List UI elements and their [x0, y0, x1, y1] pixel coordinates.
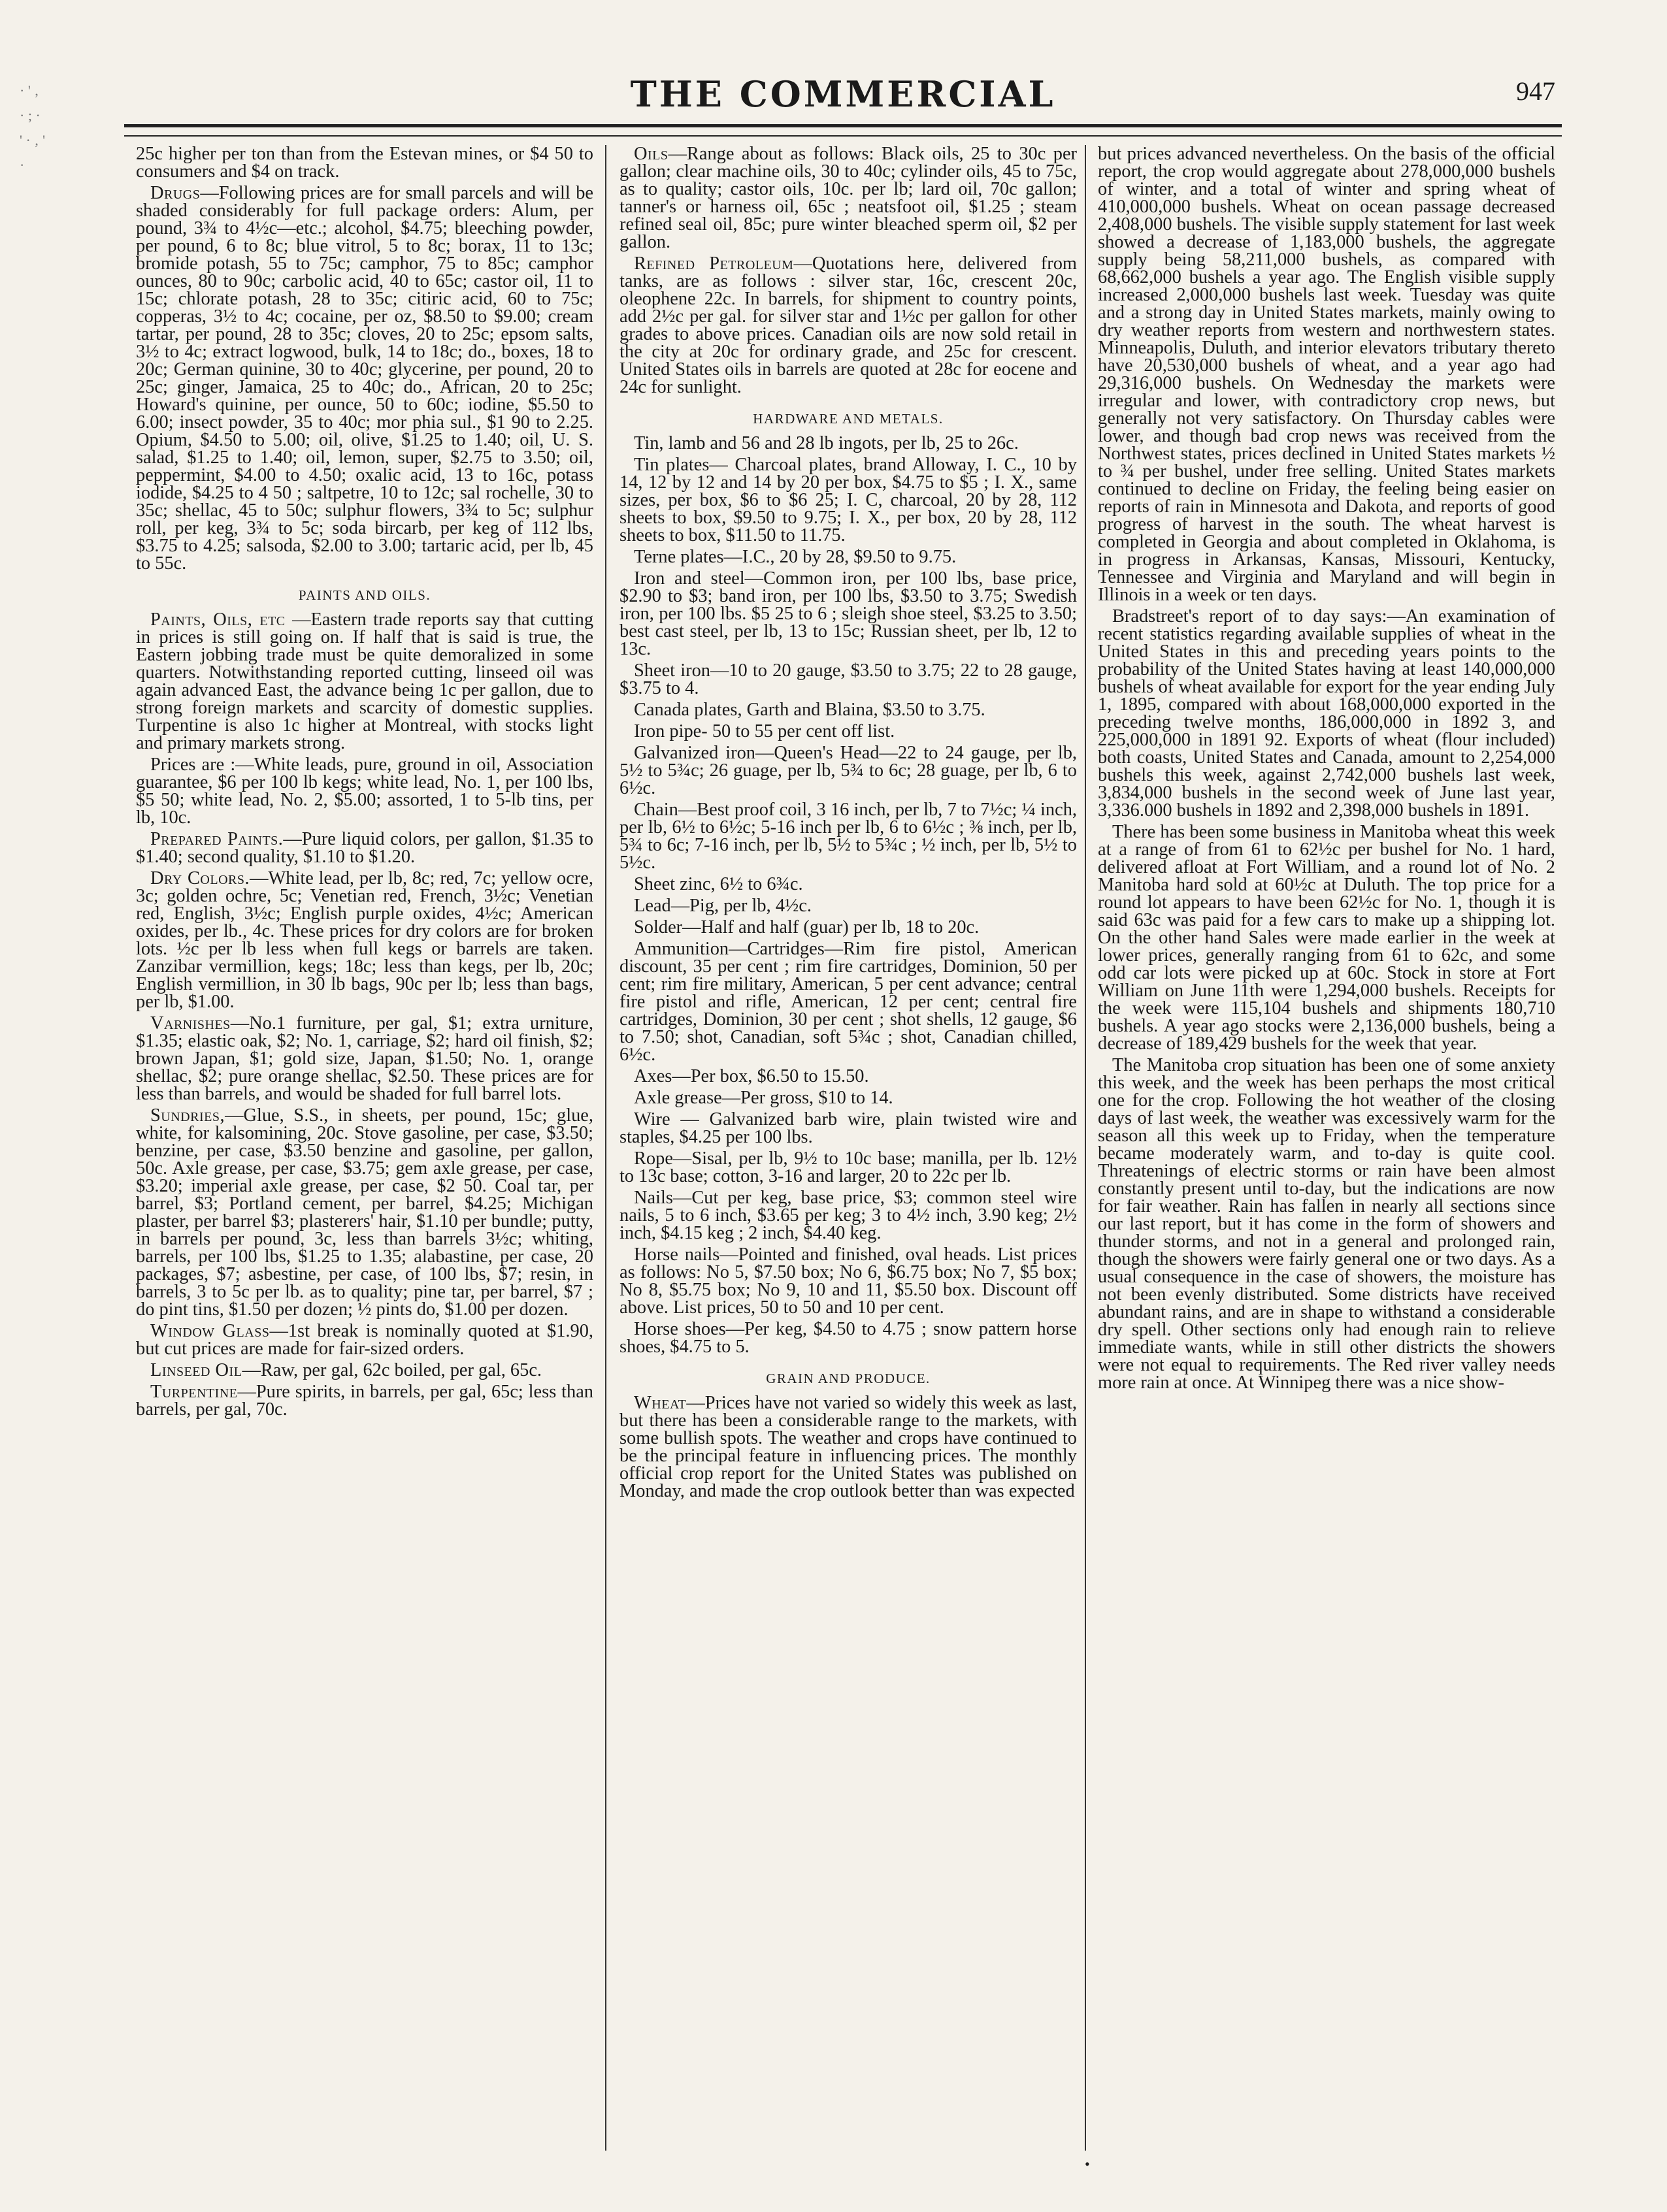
paragraph: Iron and steel—Common iron, per 100 lbs, base price, $2.90 to $3; band iron, per 100 lbs, $3.50 to 3.75; Swedish iron, per 100 lbs. $5 25 to 6 ; sleigh shoe steel, $3.25 to 3.50; best cast steel, per lb, 13 to 15c; Russian sheet, per lb, 12 to 13c.	[619, 568, 1077, 659]
page-title: THE COMMERCIAL	[630, 73, 1056, 115]
section-heading-grain: GRAIN AND PRODUCE.	[766, 1371, 931, 1386]
scan-margin-marks: · ' ‚ · ; · ' · ‚ ' ·	[20, 82, 46, 173]
paragraph: Lead—Pig, per lb, 4½c.	[634, 896, 812, 916]
paragraph: Wire — Galvanized barb wire, plain twisted wire and staples, $4.25 per 100 lbs.	[619, 1109, 1077, 1147]
column-1	[136, 145, 593, 2151]
paragraph-sundries	[136, 1107, 593, 1318]
scan-speck: •	[1085, 2156, 1090, 2172]
paragraph-dry-colors	[136, 870, 593, 1011]
paragraph-text: —Glue, S.S., in sheets, per pound, 15c; glue, white, for kalsomining, 20c. Stove gasoline, per case, $3.50; benzine, per case, $3.50 benzine and gasoline, per gallon, 50c. Axle grease, per case, $3.75; gem axle grease, per case, $3.20; imperial axle grease, per case, $2 50. Coal tar, per barrel, $3; Portland cement, per barrel, $4.25; Michigan plaster, per barrel $3; plasterers' hair, $1.10 per bundle; putty, in barrels per pound, 3c, less than barrels 3½c; whiting, barrels, per 100 lbs, $1.25 to 1.35; alabastine, per case, 20 packages, $7; asbestine, per case, of 100 lbs, $7; resin, in barrels, 3 to 5c per lb. as to quality; pine tar, per barrel, $7 ; do pint tins, $1.50 per dozen; ½ pints do, $1.00 per dozen.	[136, 1105, 593, 1320]
paragraph-text: —1st break is nominally quoted at $1.90, but cut prices are made for fair-sized orders.	[136, 1321, 593, 1359]
paragraph-turpentine	[136, 1383, 593, 1418]
section-lead: Oils	[634, 145, 668, 164]
section-lead: Varnishes	[150, 1013, 231, 1033]
section-heading-hardware: HARDWARE AND METALS.	[753, 411, 944, 427]
paragraph: Tin, lamb and 56 and 28 lb ingots, per lb, 25 to 26c.	[634, 433, 1019, 453]
paragraph-text: —Pure liquid colors, per gallon, $1.35 to $1.40; second quality, $1.10 to $1.20.	[136, 829, 593, 867]
paragraph: Iron pipe- 50 to 55 per cent off list.	[634, 721, 895, 741]
column-divider	[1085, 145, 1086, 2151]
paragraph: Axle grease—Per gross, $10 to 14.	[634, 1088, 893, 1108]
paragraph-drugs	[136, 184, 593, 572]
section-lead: Refined Petroleum	[634, 253, 794, 274]
paragraph-oils	[619, 145, 1077, 251]
paragraph-text: —White lead, per lb, 8c; red, 7c; yellow ocre, 3c; golden ochre, 5c; Venetian red, French, 3½c; Venetian red, English, 3½c; English purple oxides, 4½c; American oxides, per lb., 4c. These prices for dry colors are for broken lots. ½c per lb less when full kegs or barrels are taken. Zanzibar vermillion, kegs; 18c; less than kegs, per lb, 20c; English vermillion, in 30 lb bags, 90c per lb; less than bags, per lb, $1.00.	[136, 868, 593, 1012]
column-3	[1098, 145, 1555, 2151]
section-lead: Drugs	[150, 183, 201, 203]
paragraph-linseed-oil	[136, 1361, 593, 1379]
paragraph: Sheet zinc, 6½ to 6¾c.	[634, 874, 803, 894]
paragraph: The Manitoba crop situation has been one of some anxiety this week, and the week has been perhaps the most critical one for the crop. Following the hot weather of the closing days of last week, the weather was excessively warm for the season all this week up to Friday, when the temperature became moderately warm, and to-day is quite cool. Threatenings of electric storms or rain have been almost constantly present until to-day, but the indications are now for fair weather. Rain has fallen in nearly all sections since our last report, but it has come in the form of showers and thunder storms, and not in a general and prolonged rain, though the showers were fairly general one or two days. As a usual consequence in the case of showers, the moisture has not been evenly distributed. Some districts have received abundant rains, and are in shape to withstand a considerable dry spell. Other sections only had enough rain to relieve immediate wants, while in still other districts the showers were not equal to requirements. The Red river valley needs more rain at once. At Winnipeg there was a nice show-	[1098, 1055, 1555, 1393]
page-number: 947	[1516, 76, 1555, 106]
paragraph: Solder—Half and half (guar) per lb, 18 to 20c.	[634, 917, 980, 937]
paragraph: Nails—Cut per keg, base price, $3; common steel wire nails, 5 to 6 inch, $3.65 per keg; 3 to 4½ inch, 3.90 keg; 2½ inch, $4.15 keg ; 2 inch, $4.40 keg.	[619, 1188, 1077, 1243]
section-lead: Sundries,	[150, 1105, 225, 1126]
paragraph: Canada plates, Garth and Blaina, $3.50 to 3.75.	[634, 700, 985, 720]
paragraph: Galvanized iron—Queen's Head—22 to 24 gauge, per lb, 5½ to 5¾c; 26 guage, per lb, 5¾ to 6c; 28 guage, per lb, 6 to 6½c.	[619, 743, 1077, 798]
paragraph-text: —Quotations here, delivered from tanks, are as follows : silver star, 16c, crescent 20c, oleophene 22c. In barrels, for shipment to country points, add 2½c per gal. for silver star and 1½c per gallon for other grades to above prices. Canadian oils are now sold retail in the city at 20c for ordinary grade, and 25c for crescent. United States oils in barrels are quoted at 28c for eocene and 24c for sunlight.	[619, 253, 1077, 397]
paragraph-prepared-paints	[136, 830, 593, 866]
paragraph-window-glass	[136, 1322, 593, 1358]
paragraph: 25c higher per ton than from the Estevan mines, or $4 50 to consumers and $4 on track.	[136, 145, 593, 182]
column-2	[619, 145, 1077, 2151]
paragraph: but prices advanced nevertheless. On the basis of the official report, the crop would aggregate about 278,000,000 bushels of winter, and a total of winter and spring wheat of 410,000,000 bushels. Wheat on ocean passage decreased 2,408,000 bushels. The visible supply statement for last week showed a decrease of 1,183,000 bushels, the aggregate supply being 58,211,000 bushels, as compared with 68,662,000 bushels a year ago. The English visible supply increased 2,000,000 bushels last week. Tuesday was quite and a strong day in United States markets, mainly owing to dry weather reports from western and northwestern states. Minneapolis, Duluth, and interior elevators tributary thereto have 20,530,000 bushels of wheat, and a year ago had 29,316,000 bushels. On Wednesday the markets were irregular and lower, with contradictory crop news, but generally not very satisfactory. On Thursday cables were lower, and though bad crop news was received from the Northwest states, prices declined in United States markets ½ to ¾ per bushel, under free selling. United States markets continued to decline on Friday, the feeling being easier on reports of rain in Minnesota and Dakota, and reports of good progress of harvest in the south. The wheat harvest is completed in Georgia and about completed in Oklahoma, is in progress in Arkansas, Kansas, Missouri, Kentucky, Tennessee and Virginia and Maryland and will begin in Illinois in a week or ten days.	[1098, 145, 1555, 605]
section-lead: Turpentine	[150, 1382, 238, 1402]
paragraph: Horse nails—Pointed and finished, oval heads. List prices as follows: No 5, $7.50 box; No 6, $6.75 box; No 7, $5 box; No 8, $5.75 box; No 9, 10 and 11, $5.50 box. Discount off above. List prices, 50 to 50 and 10 per cent.	[619, 1244, 1077, 1318]
paragraph: Tin plates— Charcoal plates, brand Alloway, I. C., 10 by 14, 12 by 12 and 14 by 20 per box, $4.75 to $5 ; I. X., same sizes, per box, $6 to $6 25; I. C, charcoal, 20 by 28, 112 sheets to box, $9.50 to 9.75; I. X., per box, 20 by 28, 112 sheets to box, $11.50 to 11.75.	[619, 455, 1077, 545]
paragraph-paints	[136, 611, 593, 752]
section-lead: Linseed Oil	[150, 1360, 242, 1380]
paragraph: Terne plates—I.C., 20 by 28, $9.50 to 9.75.	[634, 547, 957, 567]
paragraph-wheat	[619, 1394, 1077, 1500]
paragraph: Bradstreet's report of to day says:—An examination of recent statistics regarding available supplies of wheat in the United States in this and preceding years points to the probability of the United States having at least 140,000,000 bushels of wheat available for export for the year ending July 1, 1895, compared with about 168,000,000 exported in the preceding twelve months, 186,000,000 in 1892 3, and 225,000,000 in 1891 92. Exports of wheat (flour included) both coasts, United States and Canada, amount to 2,254,000 bushels this week, against 2,742,000 bushels last week, 3,834,000 bushels in the second week of June last year, 3,336.000 bushels in 1892 and 2,398,000 bushels in 1891.	[1098, 606, 1555, 821]
paragraph: Horse shoes—Per keg, $4.50 to 4.75 ; snow pattern horse shoes, $4.75 to 5.	[619, 1319, 1077, 1357]
paragraph-text: —No.1 furniture, per gal, $1; extra urniture, $1.35; elastic oak, $2; No. 1, carriage, $2; hard oil finish, $2; brown Japan, $1; gold size, Japan, $1.50; No. 1, orange shellac, $2; pure orange shellac, $2.50. These prices are for less than barrels, and would be shaded for full barrel lots.	[136, 1013, 593, 1104]
paragraph: Sheet iron—10 to 20 gauge, $3.50 to 3.75; 22 to 28 gauge, $3.75 to 4.	[619, 660, 1077, 698]
paragraph: Ammunition—Cartridges—Rim fire pistol, American discount, 35 per cent ; rim fire cartridges, Dominion, 50 per cent; rim fire military, American, 5 per cent advance; central fire pistol and rifle, American, 12 per cent; central fire cartridges, Dominion, 30 per cent ; shot shells, 12 gauge, $6 to 7.50; shot, Canadian, soft 5¾c ; shot, Canadian chilled, 6½c.	[619, 939, 1077, 1065]
paragraph-text: —Raw, per gal, 62c boiled, per gal, 65c.	[242, 1360, 542, 1380]
paragraph: There has been some business in Manitoba wheat this week at a range of from 61 to 62½c per bushel for No. 1 hard, delivered afloat at Fort William, and a round lot of No. 2 Manitoba hard sold at 60½c at Duluth. The top price for a round lot appears to have been 62½c for No. 1, though it is said 63c was paid for a few cars to make up a shipping lot. On the other hand Sales were made earlier in the week at lower prices, generally ranging from 61 to 62c, and some odd car lots were picked up at 60c. Stock in store at Fort William on June 11th were 1,294,000 bushels. Receipts for the week were 115,104 bushels and shipments 180,710 bushels. A year ago stocks were 2,136,000 bushels, being a decrease of 189,429 bushels for the week that year.	[1098, 822, 1555, 1054]
section-lead: Wheat	[634, 1393, 687, 1413]
header-rule	[124, 124, 1562, 137]
paragraph: Prices are :—White leads, pure, ground in oil, Association guarantee, $6 per 100 lb kegs; white lead, No. 1, per 100 lbs, $5 50; white lead, No. 2, $5.00; assorted, 1 to 5-lb tins, per lb, 10c.	[136, 755, 593, 828]
masthead	[124, 73, 1562, 119]
paragraph-varnishes	[136, 1015, 593, 1103]
paragraph: Rope—Sisal, per lb, 9½ to 10c base; manilla, per lb. 12½ to 13c base; cotton, 3-16 and larger, 20 to 22c per lb.	[619, 1148, 1077, 1186]
paragraph-text: —Range about as follows: Black oils, 25 to 30c per gallon; clear machine oils, 30 to 40c; cylinder oils, 45 to 75c, as to quality; castor oils, 10c. per lb; lard oil, 70c gallon; tanner's or harness oil, 65c ; neatsfoot oil, $1.25 ; steam refined seal oil, 85c; pure winter bleached sperm oil, $2 per gallon.	[619, 145, 1077, 252]
paragraph-text: —Pure spirits, in barrels, per gal, 65c; less than barrels, per gal, 70c.	[136, 1382, 593, 1420]
paragraph-text: —Prices have not varied so widely this week as last, but there has been a considerable range to the markets, with some bullish spots. The weather and crops have continued to be the principal feature in influencing prices. The monthly official crop report for the United States was published on Monday, and made the crop outlook better than was expected	[619, 1393, 1077, 1501]
section-heading-paints: PAINTS AND OILS.	[298, 587, 431, 603]
section-lead: Prepared Paints.	[150, 829, 284, 849]
section-lead: Dry Colors.	[150, 868, 250, 888]
paragraph: Chain—Best proof coil, 3 16 inch, per lb, 7 to 7½c; ¼ inch, per lb, 6½ to 6½c; 5-16 inch per lb, 6 to 6½c ; ⅜ inch, per lb, 5¾ to 6c; 7-16 inch, per lb, 5½ to 5¾c ; ½ inch, per lb, 5½ to 5½c.	[619, 800, 1077, 873]
section-lead: Window Glass	[150, 1321, 270, 1341]
column-divider	[605, 145, 606, 2151]
paragraph-text: —Following prices are for small parcels and will be shaded considerably for full package orders: Alum, per pound, 3¾ to 4½c—etc.; alcohol, $4.75; bleeching powder, per pound, 6 to 8c; blue vitrol, 5 to 8c; borax, 11 to 13c; bromide potash, 55 to 75c; camphor, 75 to 85c; camphor ounces, 80 to 90c; carbolic acid, 40 to 65c; castor oil, 11 to 15c; chlorate potash, 28 to 35c; citiric acid, 60 to 75c; copperas, 3½ to 4c; cocaine, per oz, $8.50 to $9.00; cream tartar, per pound, 28 to 35c; cloves, 20 to 25c; epsom salts, 3½ to 4c; extract logwood, bulk, 14 to 18c; do., boxes, 18 to 20c; German quinine, 30 to 40c; glycerine, per pound, 20 to 25c; ginger, Jamaica, 25 to 40c; do., African, 20 to 25c; Howard's quinine, per ounce, 50 to 60c; iodine, $5.50 to 6.00; insect powder, 35 to 40c; mor phia sul., $1 90 to 2.25. Opium, $4.50 to 5.00; oil, olive, $1.25 to 1.40; oil, U. S. salad, $1.25 to 1.40; oil, lemon, super, $2.75 to 3.50; oil, peppermint, $4.00 to 4.50; oxalic acid, 13 to 16c, potass iodide, $4.25 to 4 50 ; saltpetre, 10 to 12c; sal rochelle, 30 to 35c; shellac, 45 to 50c; sulphur flowers, 3¾ to 5c; sulphur roll, per keg, 3¾ to 5c; soda bircarb, per keg of 112 lbs, $3.75 to 4.25; salsoda, $2.00 to 3.00; tartaric acid, per lb, 45 to 55c.	[136, 183, 593, 574]
paragraph-text: —Eastern trade reports say that cutting in prices is still going on. If half that is said is true, the Eastern jobbing trade must be quite demoralized in some quarters. Notwithstanding reported cutting, linseed oil was again advanced East, the advance being 1c per gallon, due to strong foreign markets and scarcity of domestic supplies. Turpentine is also 1c higher at Montreal, with stocks light and primary markets strong.	[136, 610, 593, 753]
paragraph-refined-petroleum	[619, 255, 1077, 396]
section-lead: Paints, Oils, etc	[150, 610, 286, 630]
paragraph: Axes—Per box, $6.50 to 15.50.	[634, 1066, 869, 1086]
